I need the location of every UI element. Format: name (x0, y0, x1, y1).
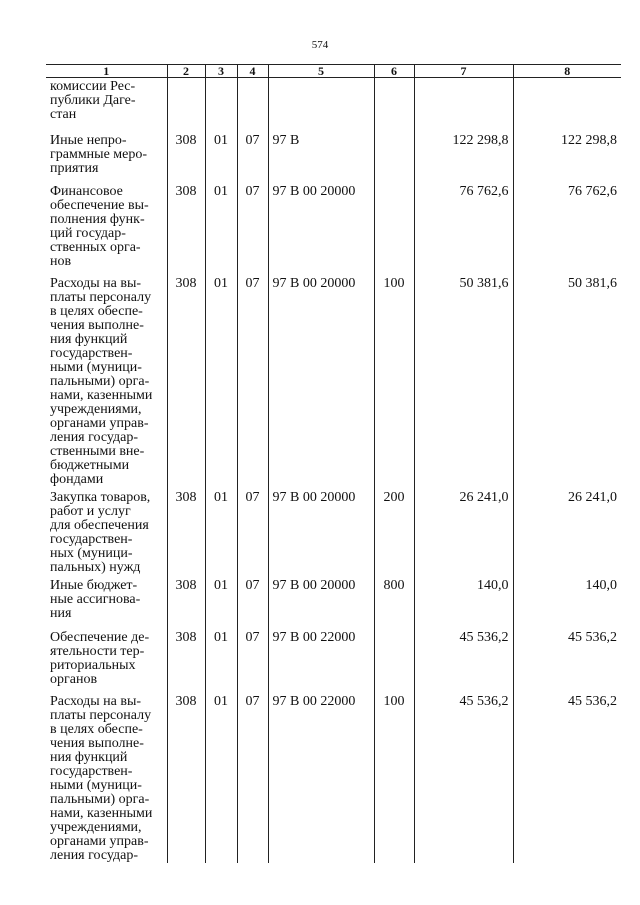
table-header-row (46, 65, 621, 78)
item-name-line: в целях обеспе- (50, 303, 143, 319)
amount-cell (414, 78, 513, 130)
item-name-cell (46, 627, 167, 691)
amount-cell: 50 381,6 (414, 273, 513, 487)
amount-cell: 45 536,2 (414, 627, 513, 691)
table-row (46, 130, 621, 181)
item-name-line: обеспечение вы- (50, 197, 149, 213)
table-row (46, 487, 621, 575)
amount-cell: 122 298,8 (414, 130, 513, 181)
item-name-line: ления государ- (50, 847, 139, 863)
item-name-line: ными (муници- (50, 359, 142, 375)
item-name-line: пальными) орга- (50, 373, 150, 389)
item-name-line: Расходы на вы- (50, 693, 142, 709)
item-name-line: нами, казенными (50, 805, 153, 821)
item-name-cell (46, 575, 167, 627)
expense-type-cell: 800 (374, 575, 414, 627)
expense-type-cell: 200 (374, 487, 414, 575)
item-name-line: ных (муници- (50, 545, 133, 561)
item-name-line: чения выполне- (50, 317, 144, 333)
item-name-line: ния функций (50, 331, 128, 347)
target-article-cell: 97 В 00 20000 (268, 181, 374, 273)
chapter-code-cell: 01 (205, 130, 237, 181)
item-name-line: ций государ- (50, 225, 126, 241)
item-name-line: для обеспечения (50, 517, 149, 533)
subsection-code-cell: 07 (237, 130, 268, 181)
expense-type-cell: 100 (374, 273, 414, 487)
item-name-line: Закупка товаров, (50, 489, 151, 505)
chapter-code-cell: 01 (205, 273, 237, 487)
amount-total-cell: 45 536,2 (513, 691, 621, 863)
column-header-4: 4 (237, 65, 268, 78)
item-name-line: граммные меро- (50, 146, 148, 162)
column-header-5: 5 (268, 65, 374, 78)
item-name-line: ными (муници- (50, 777, 142, 793)
item-name-line: Расходы на вы- (50, 275, 142, 291)
amount-total-cell: 50 381,6 (513, 273, 621, 487)
section-code-cell: 308 (167, 130, 205, 181)
target-article-cell: 97 В 00 20000 (268, 273, 374, 487)
amount-cell: 76 762,6 (414, 181, 513, 273)
item-name-line: комиссии Рес- (50, 79, 136, 94)
subsection-code-cell: 07 (237, 273, 268, 487)
item-name-line: Обеспечение де- (50, 629, 150, 645)
column-header-6: 6 (374, 65, 414, 78)
chapter-code-cell: 01 (205, 627, 237, 691)
item-name-line: полнения функ- (50, 211, 145, 227)
amount-total-cell: 45 536,2 (513, 627, 621, 691)
target-article-cell: 97 В 00 22000 (268, 627, 374, 691)
expense-type-cell (374, 78, 414, 130)
target-article-cell: 97 В (268, 130, 374, 181)
target-article-cell (268, 78, 374, 130)
column-header-8: 8 (513, 65, 621, 78)
expense-type-cell: 100 (374, 691, 414, 863)
item-name-line: ния (50, 605, 72, 621)
item-name-line: государствен- (50, 531, 133, 547)
chapter-code-cell (205, 78, 237, 130)
item-name-line: риториальных (50, 657, 136, 673)
chapter-code-cell: 01 (205, 691, 237, 863)
target-article-cell: 97 В 00 20000 (268, 487, 374, 575)
amount-total-cell (513, 78, 621, 130)
item-name-line: платы персоналу (50, 289, 152, 305)
subsection-code-cell (237, 78, 268, 130)
item-name-line: учреждениями, (50, 401, 142, 417)
subsection-code-cell: 07 (237, 691, 268, 863)
subsection-code-cell: 07 (237, 627, 268, 691)
amount-cell: 26 241,0 (414, 487, 513, 575)
section-code-cell (167, 78, 205, 130)
expense-type-cell (374, 181, 414, 273)
item-name-line: нами, казенными (50, 387, 153, 403)
subsection-code-cell: 07 (237, 487, 268, 575)
chapter-code-cell: 01 (205, 487, 237, 575)
subsection-code-cell: 07 (237, 181, 268, 273)
target-article-cell: 97 В 00 22000 (268, 691, 374, 863)
table-body (46, 78, 621, 863)
expense-type-cell (374, 130, 414, 181)
section-code-cell: 308 (167, 691, 205, 863)
item-name-cell (46, 273, 167, 487)
item-name-line: стан (50, 107, 77, 122)
item-name-line: чения выполне- (50, 735, 144, 751)
item-name-line: учреждениями, (50, 819, 142, 835)
item-name-line: бюджетными (50, 457, 130, 473)
item-name-line: Иные бюджет- (50, 577, 138, 593)
item-name-line: фондами (50, 471, 104, 487)
subsection-code-cell: 07 (237, 575, 268, 627)
item-name-line: нов (50, 253, 72, 269)
item-name-line: в целях обеспе- (50, 721, 143, 737)
section-code-cell: 308 (167, 273, 205, 487)
item-name-cell (46, 78, 167, 130)
column-header-7: 7 (414, 65, 513, 78)
target-article-cell: 97 В 00 20000 (268, 575, 374, 627)
item-name-line: ные ассигнова- (50, 591, 141, 607)
table-row (46, 575, 621, 627)
item-name-line: ятельности тер- (50, 643, 145, 659)
table-row (46, 273, 621, 487)
section-code-cell: 308 (167, 181, 205, 273)
item-name-line: органами управ- (50, 415, 149, 431)
amount-total-cell: 76 762,6 (513, 181, 621, 273)
column-header-2: 2 (167, 65, 205, 78)
table-row (46, 691, 621, 863)
column-header-3: 3 (205, 65, 237, 78)
amount-cell: 140,0 (414, 575, 513, 627)
item-name-line: публики Даге- (50, 93, 136, 108)
item-name-line: органами управ- (50, 833, 149, 849)
item-name-line: ния функций (50, 749, 128, 765)
item-name-cell (46, 181, 167, 273)
item-name-line: пальными) орга- (50, 791, 150, 807)
item-name-line: органов (50, 671, 98, 687)
chapter-code-cell: 01 (205, 575, 237, 627)
item-name-line: государствен- (50, 763, 133, 779)
item-name-line: приятия (50, 160, 99, 176)
item-name-line: работ и услуг (50, 503, 131, 519)
amount-cell: 45 536,2 (414, 691, 513, 863)
section-code-cell: 308 (167, 575, 205, 627)
item-name-line: ления государ- (50, 429, 139, 445)
item-name-line: платы персоналу (50, 707, 152, 723)
table-row (46, 181, 621, 273)
table-row (46, 78, 621, 130)
item-name-cell (46, 691, 167, 863)
item-name-line: ственными вне- (50, 443, 145, 459)
chapter-code-cell: 01 (205, 181, 237, 273)
item-name-cell (46, 130, 167, 181)
table-row (46, 627, 621, 691)
item-name-line: Финансовое (50, 183, 123, 199)
section-code-cell: 308 (167, 487, 205, 575)
item-name-line: ственных орга- (50, 239, 141, 255)
expense-type-cell (374, 627, 414, 691)
item-name-cell (46, 487, 167, 575)
item-name-line: Иные непро- (50, 132, 127, 148)
amount-total-cell: 122 298,8 (513, 130, 621, 181)
column-header-1: 1 (46, 65, 167, 78)
budget-table (46, 64, 621, 863)
amount-total-cell: 140,0 (513, 575, 621, 627)
section-code-cell: 308 (167, 627, 205, 691)
page-number: 574 (311, 39, 329, 51)
item-name-line: пальных) нужд (50, 559, 141, 575)
item-name-line: государствен- (50, 345, 133, 361)
amount-total-cell: 26 241,0 (513, 487, 621, 575)
